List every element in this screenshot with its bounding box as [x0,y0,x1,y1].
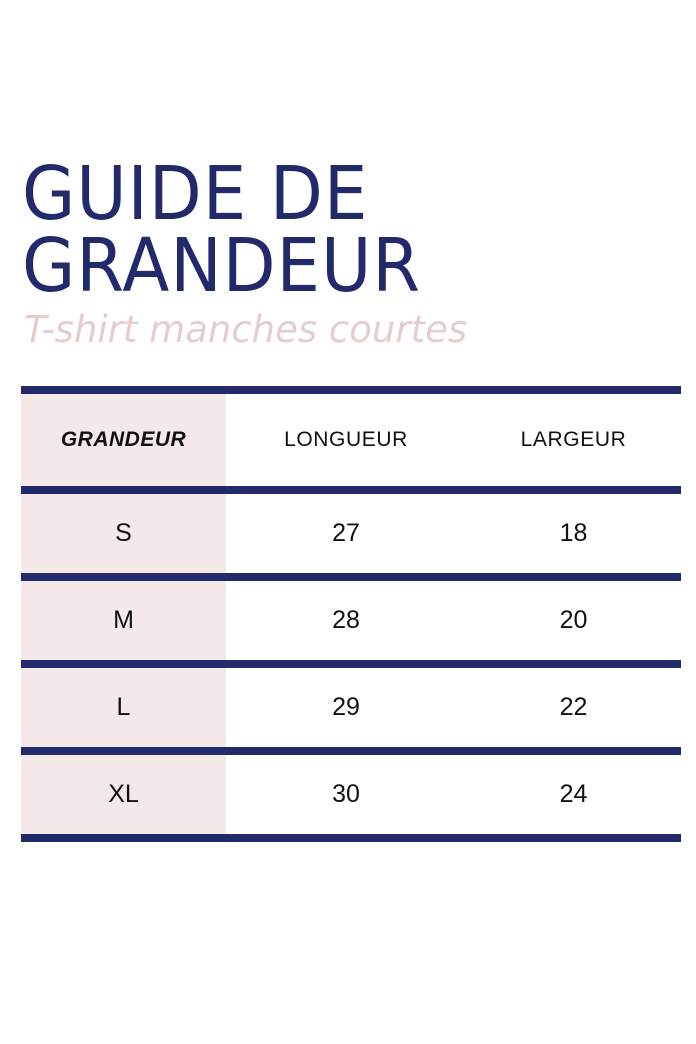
table-divider [21,660,681,668]
table-row [21,581,681,660]
page-title [22,151,422,309]
table-divider [21,573,681,581]
header-size: GRANDEUR [21,394,226,486]
table-divider [21,386,681,394]
size-table [21,386,681,842]
cell-size: S [21,494,226,573]
table-divider [21,486,681,494]
table-header-row [21,394,681,486]
header-length: LONGUEUR [284,428,408,451]
cell-width: 22 [559,693,588,721]
cell-length: 28 [332,606,360,634]
cell-size: XL [21,755,226,834]
title-line-2: GRANDEUR [22,223,422,309]
table-row [21,494,681,573]
table-row [21,668,681,747]
page-subtitle: T-shirt manches courtes [24,308,468,351]
cell-length: 29 [332,693,360,721]
header-width: LARGEUR [520,428,627,451]
cell-length: 27 [332,519,360,547]
cell-size: M [21,581,226,660]
table-divider [21,834,681,842]
table-row [21,755,681,834]
cell-width: 18 [559,519,588,547]
cell-length: 30 [332,780,360,808]
table-divider [21,747,681,755]
cell-size: L [21,668,226,747]
cell-width: 20 [559,606,588,634]
cell-width: 24 [559,780,588,808]
title-line-1: GUIDE DE [22,151,369,237]
